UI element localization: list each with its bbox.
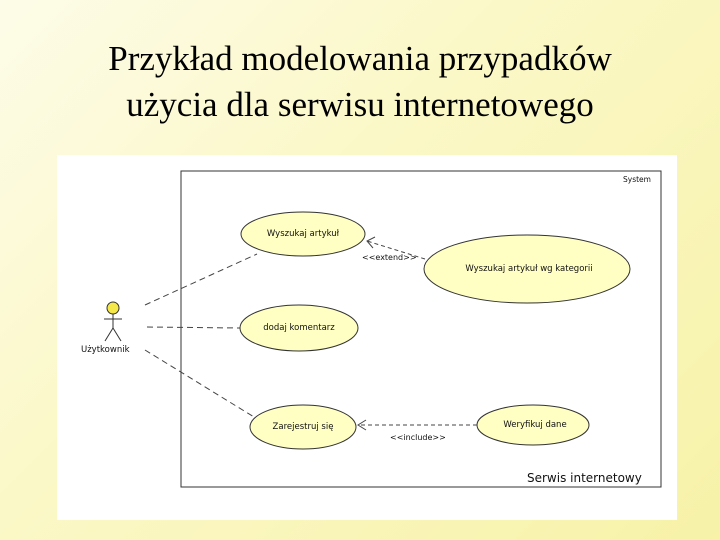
use-case-verify-label: Weryfikuj dane: [503, 420, 567, 430]
use-case-search-category-label: Wyszukaj artykuł wg kategorii: [465, 264, 593, 274]
system-boundary-name: Serwis internetowy: [527, 471, 642, 485]
actor-head: [107, 302, 119, 314]
use-case-search-label: Wyszukaj artykuł: [266, 229, 340, 239]
association-search: [145, 254, 257, 305]
slide-title: [0, 36, 720, 128]
include-relation: [358, 420, 477, 430]
actor-name: Użytkownik: [81, 345, 130, 355]
system-label: System: [623, 175, 651, 184]
actor-figure: [104, 302, 122, 341]
extend-label: <<extend>>: [362, 253, 417, 262]
slide-title-line-1: Przykład modelowania przypadków: [108, 39, 612, 78]
include-label: <<include>>: [390, 433, 446, 442]
association-lines: [145, 254, 257, 417]
slide-title-line-2: użycia dla serwisu internetowego: [126, 85, 594, 124]
use-case-comment-label: dodaj komentarz: [263, 323, 335, 333]
association-comment: [147, 327, 240, 328]
use-case-register-label: Zarejestruj się: [272, 422, 334, 432]
diagram-svg: [57, 155, 677, 520]
use-case-diagram: [57, 155, 677, 520]
association-register: [145, 350, 254, 417]
